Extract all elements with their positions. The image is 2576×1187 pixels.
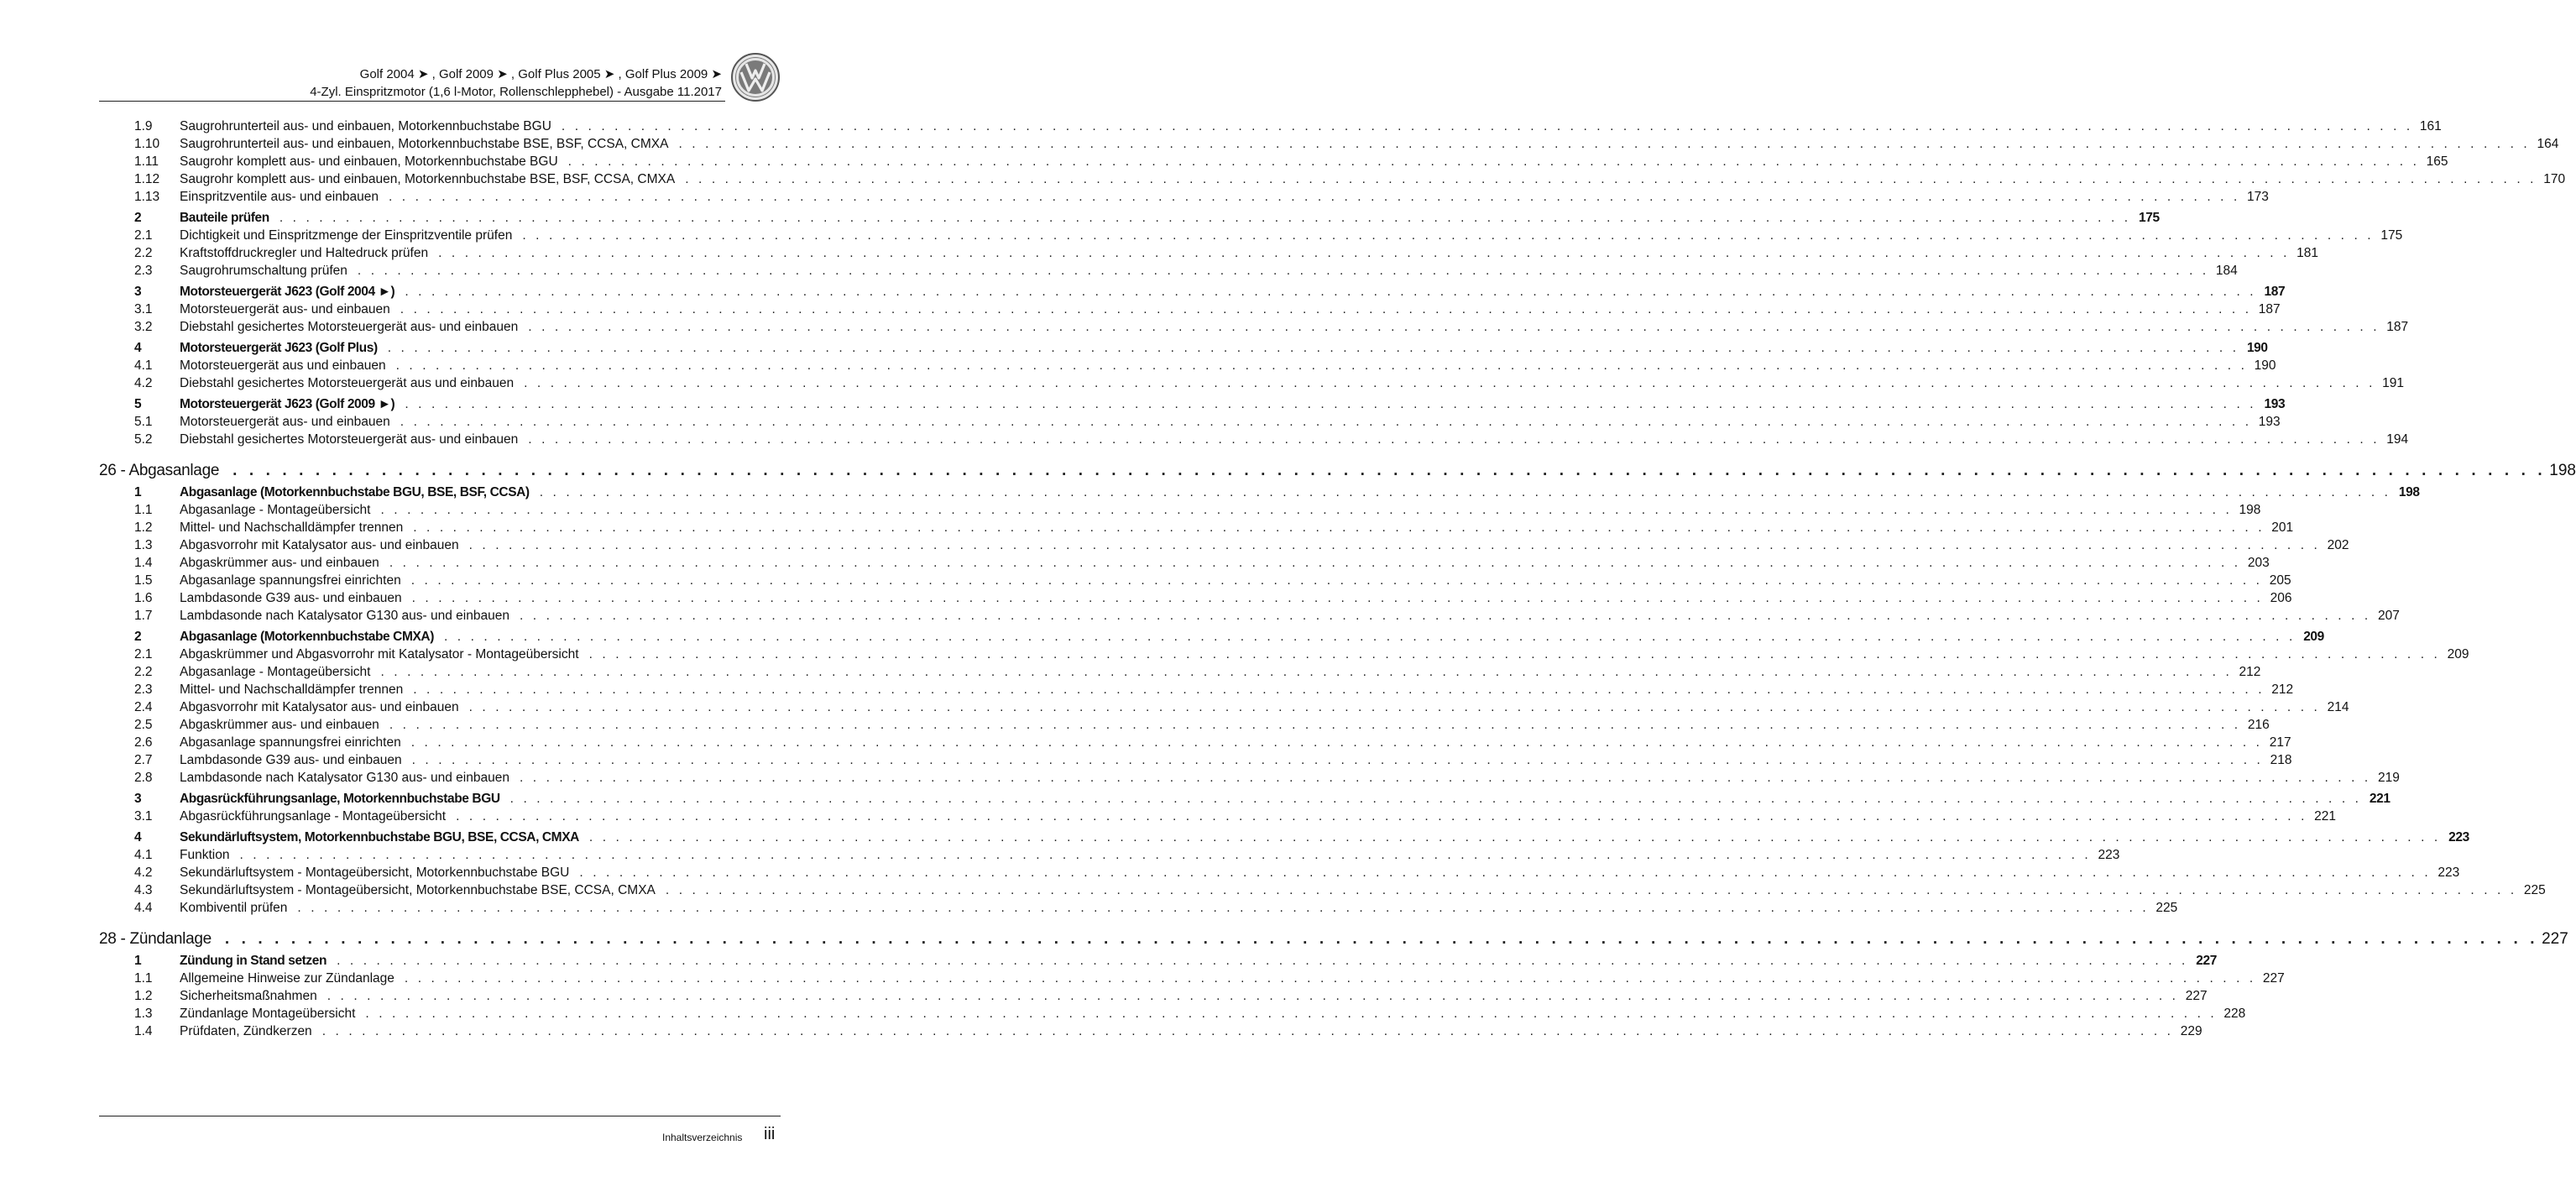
toc-number: 4 — [134, 830, 142, 844]
toc-section[interactable] — [134, 397, 2286, 415]
toc-leader-dots: . . . . . . . . . . . . . . . . . . . . . . . . . . . . . . . . . . . . . . . . . . . . . . . . . . . . . . . . . . . . . . . . . . . . . . . . . . . . . . . . . . . . . . . . . . . . . . . . . . . . . . . . . . . . . . . . . . . . . . . . . . . . . . . . . . . . . . . . . . . . — [279, 211, 2131, 225]
toc-title: Mittel- und Nachschalldämpfer trennen — [180, 682, 404, 697]
toc-number: 1.10 — [134, 137, 160, 151]
toc-leader-dots: . . . . . . . . . . . . . . . . . . . . . . . . . . . . . . . . . . . . . . . . . . . . . . . . . . . . . . . . . . . . . . . . . . . . . . . . . . . . . . . . . . . . . . . . . . . . . . . . . . . . . . . . . . . . . . . . . . . . . . . . . . . . . . . . . . . . . . . . . . . . — [337, 954, 2188, 968]
toc-leader-dots: . . . . . . . . . . . . . . . . . . . . . . . . . . . . . . . . . . . . . . . . . . . . . . . . . . . . . . . . . . . . . . . . . . . . . . . . . . . . . . . . . . . . . . . . . . . . . . . . . . . . . . . . . . . . . . . . . . . . . . . . . . . . . . . . . . . . . . . . . . . . — [388, 190, 2240, 204]
toc-entry[interactable] — [134, 358, 2276, 376]
toc-entry[interactable] — [134, 647, 2469, 665]
toc-title: Lambdasonde G39 aus- und einbauen — [180, 591, 402, 605]
toc-page-number: 175 — [2139, 211, 2160, 225]
toc-leader-dots: . . . . . . . . . . . . . . . . . . . . . . . . . . . . . . . . . . . . . . . . . . . . . . . . . . . . . . . . . . . . . . . . . . . . . . . . . . . . . . . . . . . . . . . . . . . . . . . . . . . . . . . . . . . . . . . . . . . . . . . . . . . . . . . . . . . . . . . . . . . . — [413, 520, 2265, 535]
toc-section[interactable] — [134, 830, 2469, 848]
toc-entry[interactable] — [134, 809, 2336, 827]
toc-entry[interactable] — [134, 415, 2281, 432]
toc-page-number: 198 — [2239, 503, 2261, 517]
toc-title: Zündung in Stand setzen — [180, 954, 327, 968]
toc-page-number: 219 — [2377, 771, 2400, 785]
toc-number: 1 — [134, 954, 142, 968]
toc-page-number: 194 — [2386, 432, 2409, 447]
toc-title: Saugrohr komplett aus- und einbauen, Motorkennbuchstabe BGU — [180, 154, 558, 169]
toc-title: Zündanlage Montageübersicht — [180, 1007, 356, 1021]
toc-page-number: 203 — [2247, 556, 2270, 570]
toc-page-number: 187 — [2386, 320, 2409, 334]
toc-title: Abgasanlage (Motorkennbuchstabe CMXA) — [180, 630, 434, 644]
toc-entry[interactable] — [134, 700, 2349, 718]
toc-leader-dots: . . . . . . . . . . . . . . . . . . . . . . . . . . . . . . . . . . . . . . . . . . . . . . . . . . . . . . . . . . . . . . . . . . . . . . . . . . . . . . . . . . . . . . . . . . . . . . . . . . . . . . . . . . . . . . . . . . . . . . . . . . . . . . . . . . . . . . . . . . . . — [321, 1024, 2174, 1038]
toc-number: 3 — [134, 792, 142, 806]
toc-page-number: 229 — [2180, 1024, 2202, 1038]
toc-leader-dots: . . . . . . . . . . . . . . . . . . . . . . . . . . . . . . . . . . . . . . . . . . . . . . . . . . . . . . . . . . . . . . . . . . . . . . . . . . . . . . . . . . . . . . . . . . . . . . . . . . . . . . . . . . . . . . . . . . . . . . . . . . . . . . . . . . . . . . . . . . . . — [665, 883, 2517, 897]
toc-page-number: 190 — [2246, 341, 2268, 355]
toc-leader-dots: . . . . . . . . . . . . . . . . . . . . . . . . . . . . . . . . . . . . . . . . . . . . . . . . . . . . . . . . . . . . . . . . . . . . . . . . . . . . . . . . . . . . . . . . . . . . . . . . . . . . . . . . . . . . . . . . . . . . . . . . . . . . . . . . . . . . . . . . . . . . — [561, 119, 2413, 133]
footer-page-number: iii — [764, 1125, 776, 1143]
toc-number: 2.2 — [134, 246, 153, 260]
toc-number: 1.3 — [134, 1007, 153, 1021]
toc-page-number: 227 — [2542, 930, 2568, 948]
toc-number: 2.6 — [134, 735, 153, 750]
toc-title: Kombiventil prüfen — [180, 901, 288, 915]
toc-entry[interactable] — [134, 302, 2281, 320]
toc-leader-dots: . . . . . . . . . . . . . . . . . . . . . . . . . . . . . . . . . . . . . . . . . . . . . . . . . . . . . . . . . . . . . . . . . . . . . . . . . . . . . . . . . . . . . . . . . . . . . . . . . . . . . . . . . . . . . . . . . . . . . . . . . . . . . . . . . . . . . . . . . . . . — [411, 753, 2264, 767]
toc-title: Prüfdaten, Zündkerzen — [180, 1024, 312, 1038]
toc-section[interactable] — [134, 954, 2217, 971]
toc-title: Abgasanlage spannungsfrei einrichten — [180, 735, 401, 750]
toc-title: Abgaskrümmer aus- und einbauen — [180, 718, 379, 732]
toc-leader-dots: . . . . . . . . . . . . . . . . . . . . . . . . . . . . . . . . . . . . . . . . . . . . . . . . . . . . . . . . . . . . . . . . . . . . . . . . . . . . . . . . . . . . . . . . . . . . . . . . . . . . . . . . . . . . . . . . . . . . . . . . . . . . . . . . . . . . . . . . . . . . — [438, 246, 2290, 260]
toc-leader-dots: . . . . . . . . . . . . . . . . . . . . . . . . . . . . . . . . . . . . . . . . . . . . . . . . . . . . . . . . . . . . . . . . . . . . . . . . . . . . . . . . . . . . . . . . . . . . . . . . . . . . . . . . . . . . . . . . . . . . . . . . . . . . . . . . . . . . . . . . . . . . — [468, 538, 2321, 552]
toc-leader-dots: . . . . . . . . . . . . . . . . . . . . . . . . . . . . . . . . . . . . . . . . . . . . . . . . . . . . . . . . . . . . . . . . . . . . . . . . . . . . . . . . . . . . . . . . . . . . . . . . . . . . . . . . . . . . . . . . . . . . . . . . . . . . . . . . . . . . . . . . . . . . — [678, 137, 2531, 151]
toc-number: 2.3 — [134, 682, 153, 697]
toc-page-number: 198 — [2549, 462, 2576, 479]
toc-entry[interactable] — [134, 865, 2460, 883]
toc-leader-dots: . . . . . . . . . . . . . . . . . . . . . . . . . . . . . . . . . . . . . . . . . . . . . . . . . . . . . . . . . . . . . . . . . . . . . . . . . . . . . . . . . . . . . . . . . . . . . . . . . . . . . . . . . . . . . . . . . . . . . . . . . . . . . . . . . . . . . . . . . . . . — [380, 665, 2233, 679]
footer-label: Inhaltsverzeichnis — [662, 1132, 743, 1143]
toc-leader-dots: . . . . . . . . . . . . . . . . . . . . . . . . . . . . . . . . . . . . . . . . . . . . . . . . . . . . . . . . . . . . . . . . . . . . . . . . . . . . . . . . . . . . . . . . . . . . . . . . . . . . . . . . . . . . . . . . . . . . . . . . . . . . . . . . . . . . . . . . . . . . — [468, 700, 2321, 714]
toc-leader-dots: . . . . . . . . . . . . . . . . . . . . . . . . . . . . . . . . . . . . . . . . . . . . . . . . . . . . . . . . . . . . . . . . . . . . . . . . . . . . . . . . . . . . . . . . . . . . . . . . . . . . . . . . . . . . . . . . . . . . . . . . . . . . . . . . . . . . . . . . . . . . — [685, 172, 2537, 186]
toc-number: 1.4 — [134, 556, 153, 570]
toc-leader-dots: . . . . . . . . . . . . . . . . . . . . . . . . . . . . . . . . . . . . . . . . . . . . . . . . . . . . . . . . . . . . . . . . . . . . . . . . . . . . . . . . . . . . . . . . . . . . . . . . . . . . . . . . . . . . . . . . . . . . . . . . . . . . . . . . . . . . . . . . . . . . — [297, 901, 2150, 915]
toc-title: Sicherheitsmaßnahmen — [180, 989, 317, 1003]
toc-page-number: 217 — [2269, 735, 2291, 750]
toc-entry[interactable] — [134, 718, 2270, 735]
toc-number: 1.11 — [134, 154, 159, 169]
toc-title: Einspritzventile aus- und einbauen — [180, 190, 379, 204]
toc-leader-dots: . . . . . . . . . . . . . . . . . . . . . . . . . . . . . . . . . . . . . . . . . . . . . . . . . . . . . . . . . . . . . . . . . . . . . . . . . . . . . . . . . . . . . . . . . . . . . . . . . . . . . . . . . . . . . . . . . . . . . . . . . . . . . . . . . . . . . . . . . . . . — [387, 341, 2239, 355]
toc-page-number: 212 — [2239, 665, 2261, 679]
toc-title: Mittel- und Nachschalldämpfer trennen — [180, 520, 404, 535]
toc-entry[interactable] — [134, 556, 2270, 573]
toc-entry[interactable] — [134, 753, 2292, 771]
toc-entry[interactable] — [134, 901, 2178, 918]
toc-title: Sekundärluftsystem - Montageübersicht, Motorkennbuchstabe BGU — [180, 865, 570, 880]
toc-number: 1.9 — [134, 119, 153, 133]
toc-page-number: 161 — [2419, 119, 2442, 133]
toc-leader-dots: . . . . . . . . . . . . . . . . . . . . . . . . . . . . . . . . . . . . . . . . . . . . . . . . . . . . . . . . . . . . . . . . . . . . . . . . . . . . . . . . . . . . . . . . . . . . . . . . . . . . . . . . . . . . . . . . . . . . . . . . . . . . . . . . . . . . . . . . . . . . — [389, 718, 2241, 732]
vw-logo-icon — [730, 52, 781, 102]
toc-title: Abgasrückführungsanlage - Montageübersicht — [180, 809, 447, 824]
toc-entry[interactable] — [134, 376, 2404, 394]
toc-number: 1.12 — [134, 172, 160, 186]
toc-number: 1.2 — [134, 520, 153, 535]
toc-number: 5.1 — [134, 415, 153, 429]
toc-title: Sekundärluftsystem, Motorkennbuchstabe BGU, BSE, CCSA, CMXA — [180, 830, 579, 844]
toc-page-number: 165 — [2426, 154, 2448, 169]
toc-number: 2.8 — [134, 771, 153, 785]
toc-title: Saugrohr komplett aus- und einbauen, Motorkennbuchstabe BSE, BSF, CCSA, CMXA — [180, 172, 676, 186]
toc-chapter[interactable] — [99, 462, 2576, 484]
toc-title: Motorsteuergerät J623 (Golf 2009 ►) — [180, 397, 395, 411]
toc-number: 1.4 — [134, 1024, 153, 1038]
toc-page-number: 225 — [2155, 901, 2178, 915]
toc-number: 1 — [134, 485, 142, 499]
toc-leader-dots: . . . . . . . . . . . . . . . . . . . . . . . . . . . . . . . . . . . . . . . . . . . . . . . . . . . . . . . . . . . . . . . . . . . . . . . . . . . . . . . . . . . . . . . . . . . . . . . . . . . . . . . . . . . . . . . . . . . . . . . . . . . . . . . . . . . . . . . . . . . . — [509, 792, 2362, 806]
toc-title: Saugrohrumschaltung prüfen — [180, 264, 347, 278]
toc-leader-dots: . . . . . . . . . . . . . . . . . . . . . . . . . . . . . . . . . . . . . . . . . . . . . . . . . . . . . . . . . . . . . . . . . . . . . . . . . . . . . . . . . . . . . . . . . . . . . . . . . . . . . . . . . . . . . . . . . . . . . . . . . . . . . . . . . . . . . . . . . . . . — [405, 397, 2257, 411]
toc-number: 3 — [134, 285, 142, 299]
toc-title: Abgasanlage - Montageübersicht — [180, 665, 371, 679]
toc-number: 1.2 — [134, 989, 153, 1003]
toc-page-number: 207 — [2377, 609, 2400, 623]
toc-number: 1.1 — [134, 971, 153, 986]
toc-leader-dots: . . . . . . . . . . . . . . . . . . . . . . . . . . . . . . . . . . . . . . . . . . . . . . . . . . . . . . . . . . . . . . . . . . . . . . . . . . . . . . . . . . . . . . . . . . . . . . . . . . . . . . . . . . . . . . . . . . . . . . . . . . . . . . . . . . . . . . . . . . . . — [567, 154, 2420, 169]
toc-leader-dots: . . . . . . . . . . . . . . . . . . . . . . . . . . . . . . . . . . . . . . . . . . . . . . . . . . . . . . . . . . . . . . . . . . . . . . . . . . . . . . . . . . . . . . . . . . . . . . . . . . . . . . . . . . . . . . . . . . . . . . . . . . . . . . . . . . . . . . . . . . . . — [413, 682, 2265, 697]
toc-number: 2.1 — [134, 228, 153, 243]
toc-entry[interactable] — [134, 609, 2400, 626]
toc-leader-dots: . . . . . . . . . . . . . . . . . . . . . . . . . . . . . . . . . . . . . . . . . . . . . . . . . . . . . . . . . . . . . . . . . . . . . . . . . . . . . . . . . . . . . . . . . . . . . . . . . . . . . . . . . . . . . . . . . . . . . . . . . . . . . . . . . . . . . . . . . . . . — [522, 228, 2375, 243]
toc-title: Allgemeine Hinweise zur Zündanlage — [180, 971, 394, 986]
toc-title: Motorsteuergerät aus und einbauen — [180, 358, 386, 373]
toc-entry[interactable] — [134, 228, 2403, 246]
toc-entry[interactable] — [134, 119, 2442, 137]
header-divider — [99, 101, 725, 102]
toc-entry[interactable] — [134, 538, 2349, 556]
toc-title: Saugrohrunterteil aus- und einbauen, Motorkennbuchstabe BSE, BSF, CCSA, CMXA — [180, 137, 669, 151]
toc-leader-dots: . . . . . . . . . . . . . . . . . . . . . . . . . . . . . . . . . . . . . . . . . . . . . . . . . . . . . . . . . . . . . . . . . . . . . . . . . . . . . . . . . . . . . . . . . . . . . . . . . . . . . . . . . . . . . . . . . . . . . . . . . . . . . . . . . . . . . . . . . . . . — [239, 848, 2092, 862]
toc-page-number: 202 — [2327, 538, 2349, 552]
toc-entry[interactable] — [134, 520, 2294, 538]
header-engine: 4-Zyl. Einspritzmotor (1,6 l-Motor, Rollenschlepphebel) - Ausgabe 11.2017 — [310, 85, 722, 99]
toc-page-number: 191 — [2382, 376, 2404, 390]
toc-number: 1.1 — [134, 503, 153, 517]
toc-page-number: 193 — [2264, 397, 2286, 411]
toc-page-number: 216 — [2247, 718, 2270, 732]
toc-entry[interactable] — [134, 190, 2269, 207]
toc-entry[interactable] — [134, 154, 2448, 172]
toc-title: Abgasanlage spannungsfrei einrichten — [180, 573, 401, 588]
toc-entry[interactable] — [134, 665, 2261, 682]
toc-title: Bauteile prüfen — [180, 211, 269, 225]
toc-title: 28 - Zündanlage — [99, 930, 212, 948]
toc-entry[interactable] — [134, 682, 2294, 700]
toc-section[interactable] — [134, 285, 2286, 302]
toc-number: 2 — [134, 211, 142, 225]
toc-title: Motorsteuergerät J623 (Golf Plus) — [180, 341, 378, 355]
toc-number: 1.6 — [134, 591, 153, 605]
toc-leader-dots: . . . . . . . . . . . . . . . . . . . . . . . . . . . . . . . . . . . . . . . . . . . . . . . . . . . . . . . . . . . . . . . . . . . . . . . . . . . . . . . . . . . . . . . . . . . . . . . . . . . . . . . . . . . . . . . . . . . . . . . . . . . . . . . . . . . . . . . . . . . . — [400, 302, 2252, 316]
toc-leader-dots: . . . . . . . . . . . . . . . . . . . . . . . . . . . . . . . . . . . . . . . . . . . . . . . . . . . . . . . . . . . . . . . . . . . . . . . . . . . . . . . . . . . . . . . . . . . . . . . . . . . . . . . . . . . . . . . . . . . . . . . . . . . . . . . . . . . . . . . . . . . . — [528, 320, 2380, 334]
toc-number: 4 — [134, 341, 142, 355]
toc-number: 4.1 — [134, 848, 153, 862]
toc-page-number: 187 — [2258, 302, 2281, 316]
toc-title: Abgasvorrohr mit Katalysator aus- und einbauen — [180, 538, 459, 552]
toc-section[interactable] — [134, 341, 2268, 358]
toc-entry[interactable] — [134, 137, 2559, 154]
toc-number: 2.3 — [134, 264, 153, 278]
toc-title: Abgasanlage - Montageübersicht — [180, 503, 371, 517]
toc-page-number: 214 — [2327, 700, 2349, 714]
toc-title: Abgaskrümmer aus- und einbauen — [180, 556, 379, 570]
toc-page-number: 198 — [2398, 485, 2420, 499]
toc-number: 3.1 — [134, 809, 153, 824]
toc-title: Motorsteuergerät aus- und einbauen — [180, 302, 390, 316]
toc-entry[interactable] — [134, 591, 2292, 609]
toc-page-number: 170 — [2543, 172, 2566, 186]
toc-leader-dots: . . . . . . . . . . . . . . . . . . . . . . . . . . . . . . . . . . . . . . . . . . . . . . . . . . . . . . . . . . . . . . . . . . . . . . . . . . . . . . . . . . . . . . . . . . . . . . . . . . . . . . . . . . . . . . . . . . . . . . . . . . . . . . . . . . . . . . . . . . . . — [519, 771, 2371, 785]
toc-page-number: 223 — [2438, 865, 2460, 880]
toc-number: 4.4 — [134, 901, 153, 915]
toc-leader-dots: . . . . . . . . . . . . . . . . . . . . . . . . . . . . . . . . . . . . . . . . . . . . . . . . . . . . . . . . . . . . . . . . . . . . . . . . . . . . . . . . . . . . . . . . . . . . . . . . . . . . . . . . . . . . . . . . . . . . . . . . . . . . . . . . . . . . . . . . . . . . — [389, 556, 2241, 570]
toc-title: 26 - Abgasanlage — [99, 462, 220, 479]
toc-title: Lambdasonde G39 aus- und einbauen — [180, 753, 402, 767]
toc-entry[interactable] — [134, 320, 2409, 337]
toc-leader-dots: . . . . . . . . . . . . . . . . . . . . . . . . . . . . . . . . . . . . . . . . . . . . . . . . . . . . . . . . . . . . . . . . . . . . . . . . . . . . . . . . . . . . . . . . . . . . . . . . . . . . . . . . . . . . . . . . . . . . . . . . . . . . . . . . . . . . . . . . . . . . — [524, 376, 2375, 390]
toc-title: Abgasrückführungsanlage, Motorkennbuchstabe BGU — [180, 792, 500, 806]
toc-leader-dots: . . . . . . . . . . . . . . . . . . . . . . . . . . . . . . . . . . . . . . . . . . . . . . . . . . . . . . . . . . . . . . . . . . . . . . . . . . . . . . . . . . . . . . . . . . . . . . . . . . . . . . . . . . . . . . . . . . . . . . . . . . . . . . . . . . . . . . . . . . . . — [588, 830, 2441, 844]
toc-leader-dots: . . . . . . . . . . . . . . . . . . . . . . . . . . . . . . . . . . . . . . . . . . . . . . . . . . . . . . . . . . . . . . . . . . . . . . . . . . . . . . . . . . . . . . . . . . . . . . . . . . . . . . . . . . . . . . . . . . . . . . . . . . . . . . . . . . . . . . . . . . . . — [365, 1007, 2218, 1021]
toc-entry[interactable] — [134, 771, 2400, 788]
page-header — [0, 0, 839, 105]
toc-page-number: 187 — [2264, 285, 2286, 299]
toc-entry[interactable] — [134, 264, 2238, 281]
toc-entry[interactable] — [134, 503, 2261, 520]
toc-page-number: 173 — [2246, 190, 2269, 204]
toc-page-number: 205 — [2269, 573, 2291, 588]
toc-page-number: 164 — [2537, 137, 2559, 151]
toc-number: 5.2 — [134, 432, 153, 447]
toc-title: Lambdasonde nach Katalysator G130 aus- und einbauen — [180, 609, 509, 623]
toc-page-number: 190 — [2254, 358, 2276, 373]
toc-title: Diebstahl gesichertes Motorsteuergerät aus- und einbauen — [180, 320, 519, 334]
toc-leader-dots: . . . . . . . . . . . . . . . . . . . . . . . . . . . . . . . . . . . . . . . . . . . . . . . . . . . . . . . . . . . . . . . . . . . . . . . . . . . . . . . . . . . . . . . . . . . . . . . . . . . . . . . . . . . . . . . . . . . . . . . . . . . . . . . . . . . . . . . . . . . . — [410, 735, 2263, 750]
toc-number: 2.1 — [134, 647, 153, 661]
toc-page-number: 221 — [2314, 809, 2336, 824]
header-models: Golf 2004 ➤ , Golf 2009 ➤ , Golf Plus 2005 ➤ , Golf Plus 2009 ➤ — [359, 67, 722, 81]
toc-title: Motorsteuergerät J623 (Golf 2004 ►) — [180, 285, 395, 299]
toc-title: Dichtigkeit und Einspritzmenge der Einspritzventile prüfen — [180, 228, 513, 243]
toc-leader-dots: . . . . . . . . . . . . . . . . . . . . . . . . . . . . . . . . . . . . . . . . . . . . . . . . . . . . . . . . . . . . . . . . . . . . . . . . . . . . . . . . . . . . . . . . . . . . . . . . . . . . . . . . . . . . . . . . . . . . . . . . . . . . . . . . . . . . . . . . . . . . — [411, 591, 2264, 605]
toc-page-number: 212 — [2271, 682, 2294, 697]
toc-page-number: 218 — [2270, 753, 2292, 767]
toc-page-number: 184 — [2215, 264, 2238, 278]
toc-leader-dots: . . . . . . . . . . . . . . . . . . . . . . . . . . . . . . . . . . . . . . . . . . . . . . . . . . . . . . . . . . . . . . . . . . . . . . . . . . . . . . . . . . . . . . . . . . . . . . . . . . . . . . . . . . . . . . . . . . . . . . . . . . . . . . . . . . . . . . . . . . . . — [404, 971, 2256, 986]
toc-page-number: 175 — [2380, 228, 2403, 243]
toc-title: Kraftstoffdruckregler und Haltedruck prüfen — [180, 246, 429, 260]
toc-page-number: 227 — [2185, 989, 2208, 1003]
toc-number: 4.1 — [134, 358, 153, 373]
toc-title: Funktion — [180, 848, 230, 862]
toc-entry[interactable] — [134, 246, 2318, 264]
toc-section[interactable] — [134, 630, 2324, 647]
toc-leader-dots: . . . . . . . . . . . . . . . . . . . . . . . . . . . . . . . . . . . . . . . . . . . . . . . . . . . . . . . . . . . . . . . . . . . . . . . . . . . . . . . . . . . . . . . . . . . . . . . . . . . . . . . . . . . . . . . . . . . . . . . . . . . . . . . . . . . . . . . . . . . . — [380, 503, 2233, 517]
toc-leader-dots: . . . . . . . . . . . . . . . . . . . . . . . . . . . . . . . . . . . . . . . . . . . . . . . . . . . . . . . . . . . . . . . . . . . . . . . . . . . . . . . . . . . . . . . . . . . . . . . . . . . . . . . . . . . . . . . . . . . . . . . . . . . . . . . . . . . . . . . . . . . . — [405, 285, 2257, 299]
toc-title: Sekundärluftsystem - Montageübersicht, Motorkennbuchstabe BSE, CCSA, CMXA — [180, 883, 656, 897]
toc-leader-dots: . . . . . . . . . . . . . . . . . . . . . . . . . . . . . . . . . . . . . . . . . . . . . . . . . . . . . . . . . . . . . . . . . . . . . . . . . . . . . . . . . . . . . . . . . . . . . . . . . . . . . . . . . . . . . . . . . . . . . . . . . . . . . . . . . . . . . . . . . . . . — [233, 462, 2547, 479]
toc-section[interactable] — [134, 792, 2391, 809]
toc-entry[interactable] — [134, 971, 2285, 989]
toc-page-number: 201 — [2271, 520, 2294, 535]
toc-title: Abgasvorrohr mit Katalysator aus- und einbauen — [180, 700, 459, 714]
toc-number: 4.3 — [134, 883, 153, 897]
toc-leader-dots: . . . . . . . . . . . . . . . . . . . . . . . . . . . . . . . . . . . . . . . . . . . . . . . . . . . . . . . . . . . . . . . . . . . . . . . . . . . . . . . . . . . . . . . . . . . . . . . . . . . . . . . . . . . . . . . . . . . . . . . . . . . . . . . . . . . . . . . . . . . . — [579, 865, 2432, 880]
toc-number: 1.3 — [134, 538, 153, 552]
toc-section[interactable] — [134, 485, 2420, 503]
toc-page-number: 223 — [2448, 830, 2469, 844]
toc-leader-dots: . . . . . . . . . . . . . . . . . . . . . . . . . . . . . . . . . . . . . . . . . . . . . . . . . . . . . . . . . . . . . . . . . . . . . . . . . . . . . . . . . . . . . . . . . . . . . . . . . . . . . . . . . . . . . . . . . . . . . . . . . . . . . . . . . . . . . . . . . . . . — [519, 609, 2371, 623]
toc-number: 2.2 — [134, 665, 153, 679]
toc-page-number: 225 — [2523, 883, 2546, 897]
toc-leader-dots: . . . . . . . . . . . . . . . . . . . . . . . . . . . . . . . . . . . . . . . . . . . . . . . . . . . . . . . . . . . . . . . . . . . . . . . . . . . . . . . . . . . . . . . . . . . . . . . . . . . . . . . . . . . . . . . . . . . . . . . . . . . . . . . . . . . . . . . . . . . . — [588, 647, 2441, 661]
toc-title: Diebstahl gesichertes Motorsteuergerät aus und einbauen — [180, 376, 515, 390]
toc-page-number: 227 — [2262, 971, 2285, 986]
toc-entry[interactable] — [134, 1024, 2202, 1042]
toc-title: Abgaskrümmer und Abgasvorrohr mit Katalysator - Montageübersicht — [180, 647, 579, 661]
toc-leader-dots: . . . . . . . . . . . . . . . . . . . . . . . . . . . . . . . . . . . . . . . . . . . . . . . . . . . . . . . . . . . . . . . . . . . . . . . . . . . . . . . . . . . . . . . . . . . . . . . . . . . . . . . . . . . . . . . . . . . . . . . . . . . . . . . . . . . . . . . . . . . . — [456, 809, 2307, 824]
toc-leader-dots: . . . . . . . . . . . . . . . . . . . . . . . . . . . . . . . . . . . . . . . . . . . . . . . . . . . . . . . . . . . . . . . . . . . . . . . . . . . . . . . . . . . . . . . . . . . . . . . . . . . . . . . . . . . . . . . . . . . . . . . . . . . . . . . . . . . . . . . . . . . . — [528, 432, 2380, 447]
toc-leader-dots: . . . . . . . . . . . . . . . . . . . . . . . . . . . . . . . . . . . . . . . . . . . . . . . . . . . . . . . . . . . . . . . . . . . . . . . . . . . . . . . . . . . . . . . . . . . . . . . . . . . . . . . . . . . . . . . . . . . . . . . . . . . . . . . . . . . . . . . . . . . . — [224, 930, 2539, 948]
toc-number: 1.7 — [134, 609, 153, 623]
toc-entry[interactable] — [134, 735, 2291, 753]
toc-entry[interactable] — [134, 989, 2208, 1007]
toc-title: Motorsteuergerät aus- und einbauen — [180, 415, 390, 429]
toc-page-number: 209 — [2447, 647, 2469, 661]
toc-title: Diebstahl gesichertes Motorsteuergerät aus- und einbauen — [180, 432, 519, 447]
toc-title: Saugrohrunterteil aus- und einbauen, Motorkennbuchstabe BGU — [180, 119, 551, 133]
toc-number: 5 — [134, 397, 142, 411]
toc-leader-dots: . . . . . . . . . . . . . . . . . . . . . . . . . . . . . . . . . . . . . . . . . . . . . . . . . . . . . . . . . . . . . . . . . . . . . . . . . . . . . . . . . . . . . . . . . . . . . . . . . . . . . . . . . . . . . . . . . . . . . . . . . . . . . . . . . . . . . . . . . . . . — [410, 573, 2263, 588]
toc-number: 3.2 — [134, 320, 153, 334]
toc-page-number: 181 — [2296, 246, 2318, 260]
toc-number: 4.2 — [134, 376, 153, 390]
toc-page-number: 227 — [2196, 954, 2217, 968]
toc-leader-dots: . . . . . . . . . . . . . . . . . . . . . . . . . . . . . . . . . . . . . . . . . . . . . . . . . . . . . . . . . . . . . . . . . . . . . . . . . . . . . . . . . . . . . . . . . . . . . . . . . . . . . . . . . . . . . . . . . . . . . . . . . . . . . . . . . . . . . . . . . . . . — [327, 989, 2179, 1003]
toc-number: 4.2 — [134, 865, 153, 880]
toc-page-number: 223 — [2098, 848, 2120, 862]
toc-page-number: 209 — [2303, 630, 2324, 644]
toc-page-number: 228 — [2223, 1007, 2246, 1021]
toc-page-number: 193 — [2258, 415, 2281, 429]
toc-number: 3.1 — [134, 302, 153, 316]
toc-page-number: 206 — [2270, 591, 2292, 605]
toc-number: 1.13 — [134, 190, 160, 204]
toc-entry[interactable] — [134, 172, 2566, 190]
toc-leader-dots: . . . . . . . . . . . . . . . . . . . . . . . . . . . . . . . . . . . . . . . . . . . . . . . . . . . . . . . . . . . . . . . . . . . . . . . . . . . . . . . . . . . . . . . . . . . . . . . . . . . . . . . . . . . . . . . . . . . . . . . . . . . . . . . . . . . . . . . . . . . . — [539, 485, 2391, 499]
toc-leader-dots: . . . . . . . . . . . . . . . . . . . . . . . . . . . . . . . . . . . . . . . . . . . . . . . . . . . . . . . . . . . . . . . . . . . . . . . . . . . . . . . . . . . . . . . . . . . . . . . . . . . . . . . . . . . . . . . . . . . . . . . . . . . . . . . . . . . . . . . . . . . . — [400, 415, 2252, 429]
toc-entry[interactable] — [134, 432, 2409, 450]
toc-entry[interactable] — [134, 1007, 2246, 1024]
toc-number: 2 — [134, 630, 142, 644]
toc-title: Lambdasonde nach Katalysator G130 aus- und einbauen — [180, 771, 509, 785]
toc-entry[interactable] — [134, 883, 2546, 901]
toc-number: 1.5 — [134, 573, 153, 588]
toc-number: 2.4 — [134, 700, 153, 714]
toc-number: 2.5 — [134, 718, 153, 732]
toc-entry[interactable] — [134, 573, 2291, 591]
toc-page-number: 221 — [2369, 792, 2391, 806]
toc-leader-dots: . . . . . . . . . . . . . . . . . . . . . . . . . . . . . . . . . . . . . . . . . . . . . . . . . . . . . . . . . . . . . . . . . . . . . . . . . . . . . . . . . . . . . . . . . . . . . . . . . . . . . . . . . . . . . . . . . . . . . . . . . . . . . . . . . . . . . . . . . . . . — [443, 630, 2296, 644]
toc-entry[interactable] — [134, 848, 2120, 865]
toc-chapter[interactable] — [99, 930, 2568, 952]
toc-number: 2.7 — [134, 753, 153, 767]
toc-section[interactable] — [134, 211, 2160, 228]
toc-leader-dots: . . . . . . . . . . . . . . . . . . . . . . . . . . . . . . . . . . . . . . . . . . . . . . . . . . . . . . . . . . . . . . . . . . . . . . . . . . . . . . . . . . . . . . . . . . . . . . . . . . . . . . . . . . . . . . . . . . . . . . . . . . . . . . . . . . . . . . . . . . . . — [395, 358, 2248, 373]
toc-title: Abgasanlage (Motorkennbuchstabe BGU, BSE, BSF, CCSA) — [180, 485, 530, 499]
toc-leader-dots: . . . . . . . . . . . . . . . . . . . . . . . . . . . . . . . . . . . . . . . . . . . . . . . . . . . . . . . . . . . . . . . . . . . . . . . . . . . . . . . . . . . . . . . . . . . . . . . . . . . . . . . . . . . . . . . . . . . . . . . . . . . . . . . . . . . . . . . . . . . . — [357, 264, 2209, 278]
